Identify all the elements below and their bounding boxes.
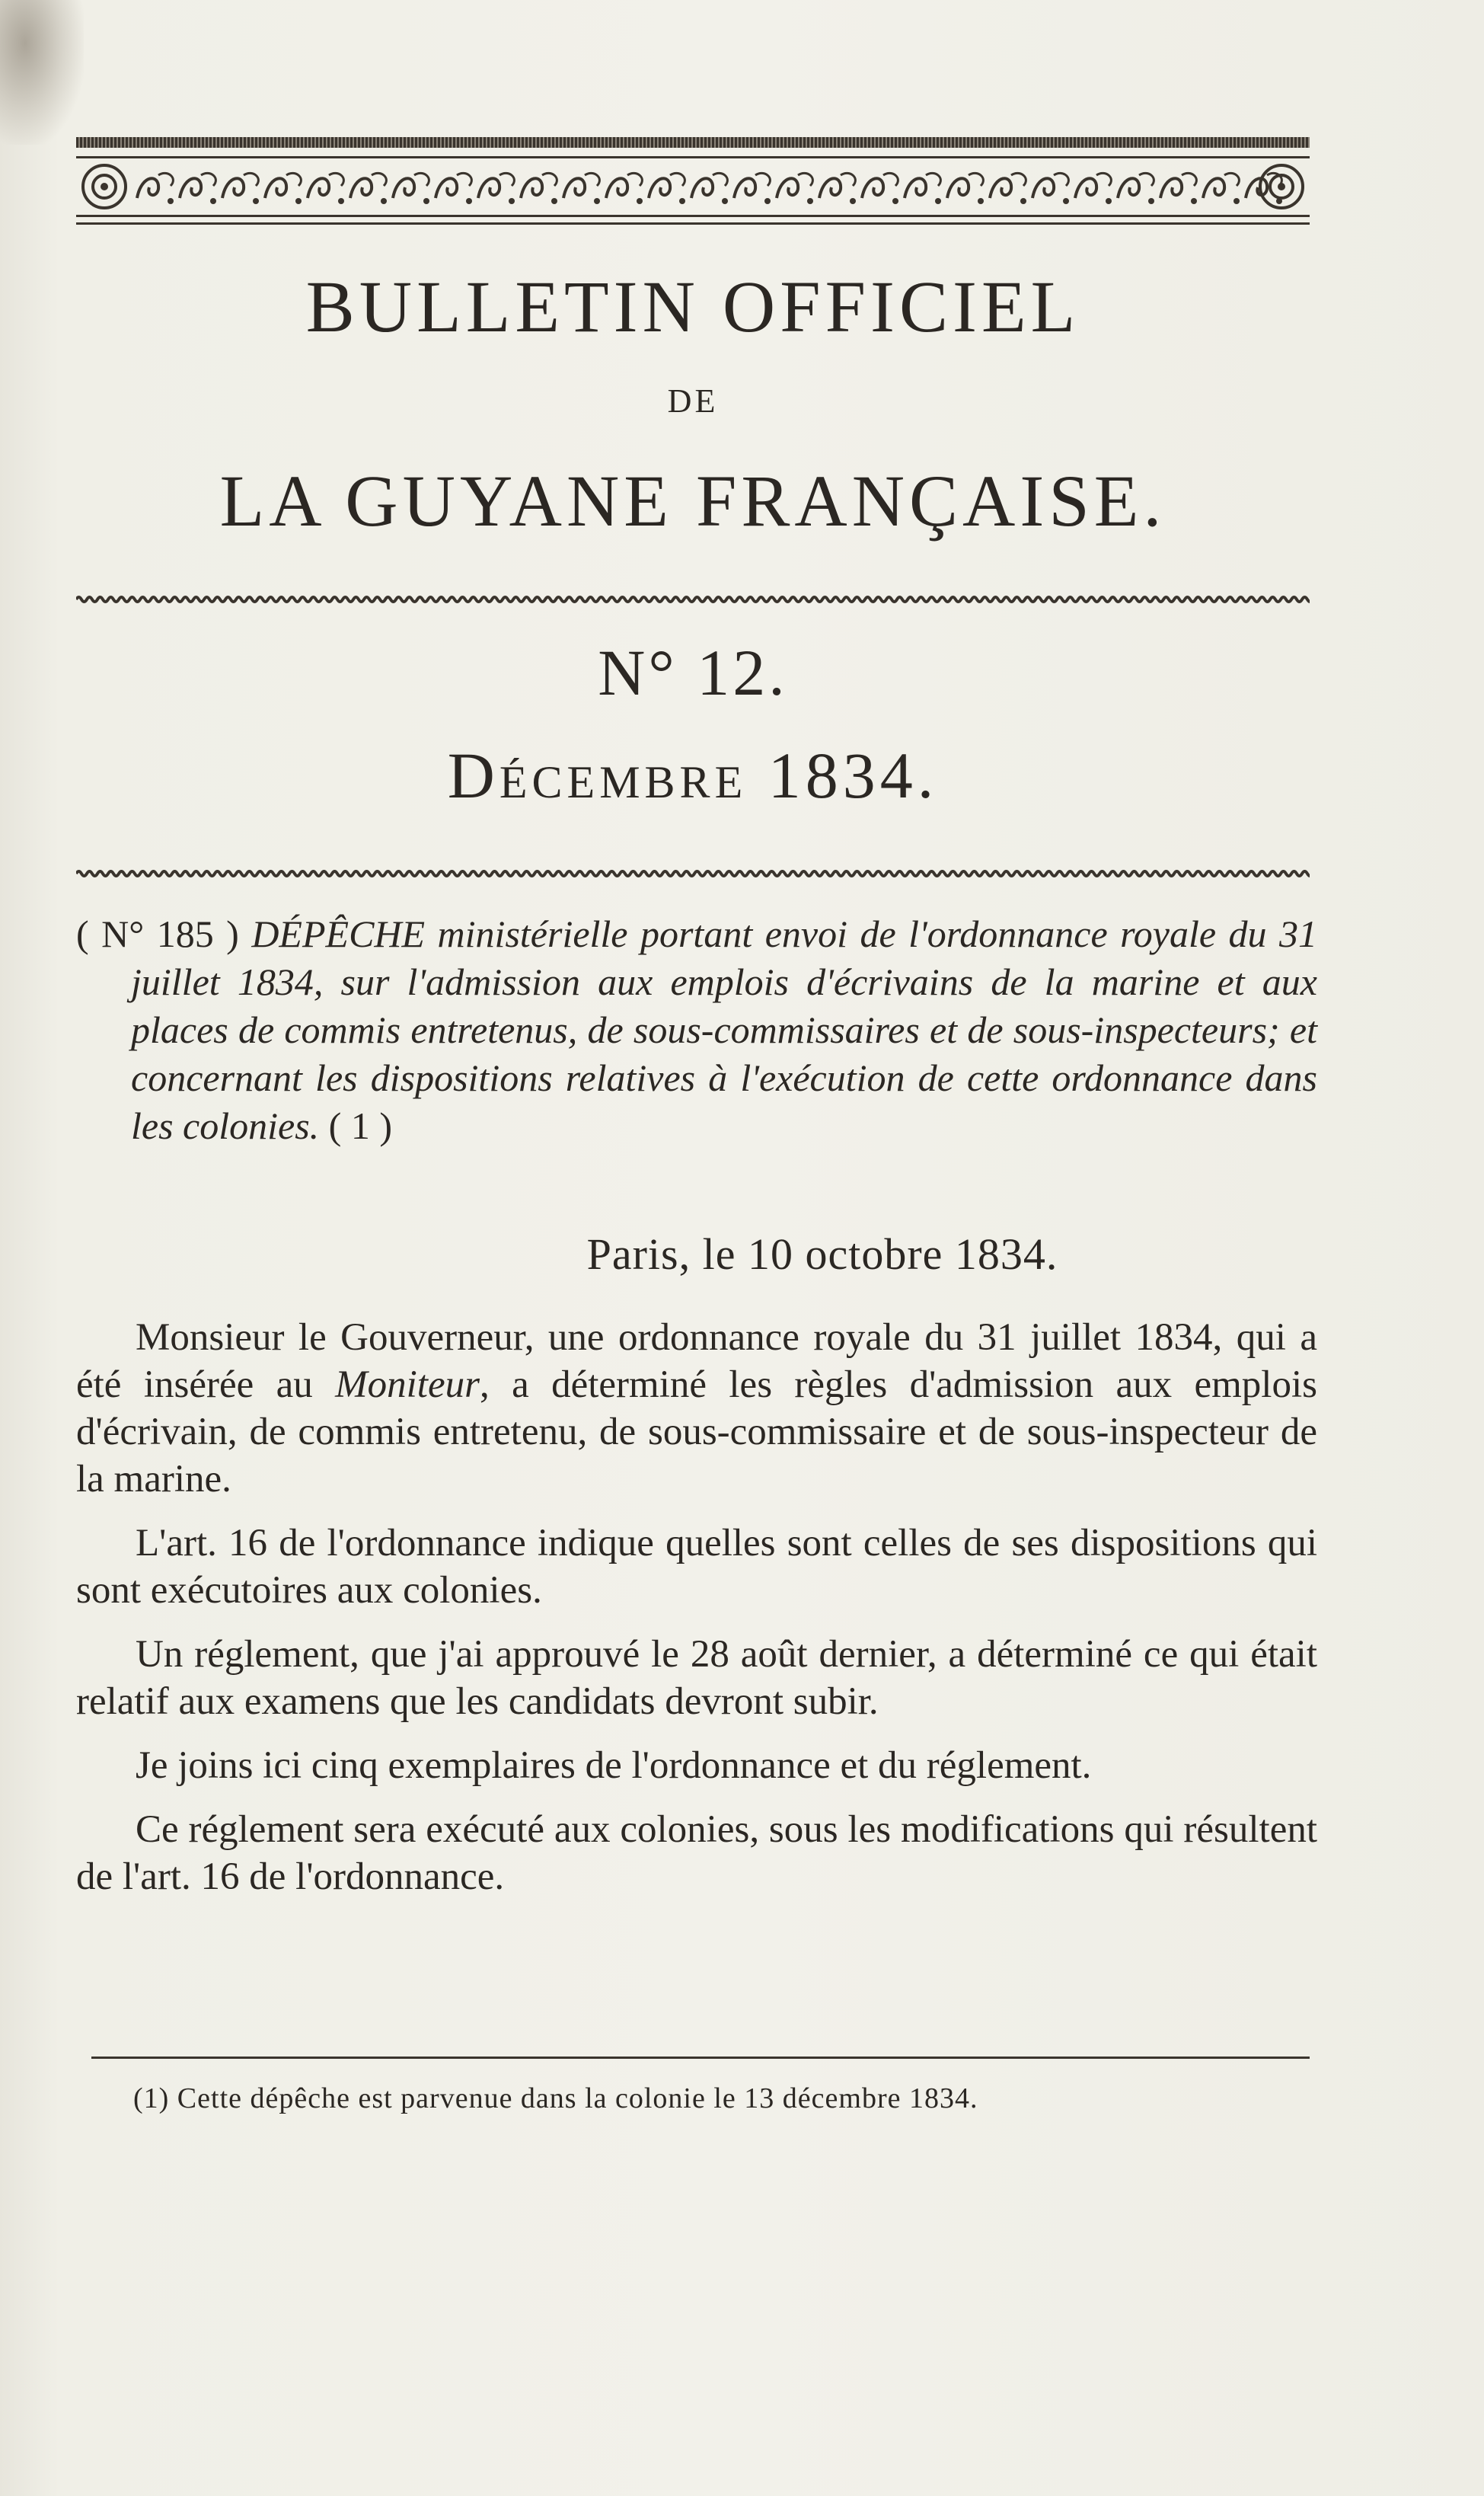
ornament-dot [210,198,216,204]
ornament-dot [295,198,302,204]
ornament-dot [978,198,984,204]
ornament-dot [1191,198,1197,204]
ornament-leaf [499,173,514,186]
ornament-leaf [1054,173,1068,186]
ornament-leaf [244,173,258,186]
ornament-dot [1063,198,1069,204]
ornament-dot [253,198,259,204]
paragraph-1 [76,1314,1317,1503]
ornament-dot [764,198,771,204]
ornament-scroll [521,178,542,198]
ornament-scroll [947,178,969,198]
paragraph-3: Un réglement, que j'ai approuvé le 28 août dernier, a déterminé ce qui était relatif aux examens que les candidats devront subir. [76,1633,1317,1723]
ornament-leaf [670,173,685,186]
ornament-dot [1020,198,1026,204]
ornament-scroll [606,178,627,198]
ornament-dot [850,198,856,204]
dispatch-heading-word: DÉPÊCHE [251,912,426,955]
page-stain [0,0,84,145]
ornament-scroll [1118,178,1139,198]
colony-title: LA GUYANE FRANÇAISE. [219,460,1166,542]
letter-body [76,1314,1317,1917]
ornament-scroll [734,178,755,198]
footnote: (1) Cette dépêche est parvenue dans la colonie le 13 décembre 1834. [133,2082,978,2114]
ornament-scroll [393,178,414,198]
ornament-dot [807,198,813,204]
dateline: Paris, le 10 octobre 1834. [586,1229,1058,1279]
paragraph-4: Je joins ici cinq exemplaires de l'ordonnance et du réglement. [136,1744,1092,1787]
ornament-dot [935,198,941,204]
wavy-divider-bottom [76,868,1310,879]
ornament-dot [722,198,728,204]
issue-year: 1834. [768,739,939,812]
ornament-leaf [372,173,386,186]
ornament-leaf [627,173,642,186]
ornament-dot [1233,198,1240,204]
ornament-dot [892,198,898,204]
ornament-scroll [478,178,499,198]
footnote-rule [91,2057,1310,2059]
ornament-scroll [563,178,585,198]
ornament-dot [594,198,600,204]
ornament-leaf [414,173,429,186]
ornament-leaf [542,173,557,186]
paragraph-5: Ce réglement sera exécuté aux colonies, sous les modifications qui résultent de l'art. 16 de l'ordonnance. [76,1808,1317,1898]
issue-month: Décembre [447,739,748,812]
ornament-dot [1148,198,1154,204]
ornament-dot [1276,198,1282,204]
ornament-scroll [222,178,244,198]
ornament-leaf [1139,173,1154,186]
footnote-reference: ( 1 ) [328,1104,392,1147]
ornament-leaf [755,173,770,186]
ornament-dot [466,198,472,204]
ornament-scroll [649,178,670,198]
ornament-scroll [1032,178,1054,198]
ornament-dot [423,198,429,204]
paragraph-1-end: , a déterminé les règles d'admission aux emplois d'écrivain, de commis entretenu, de sous-commissaire et de sous-inspecteur de la marine. [76,1363,1317,1500]
ornament-leaf [883,173,898,186]
ornament-leaf [969,173,983,186]
ornament-leaf [926,173,940,186]
ornament-leaf [1224,173,1239,186]
ornament-scroll [1203,178,1224,198]
ornament-dot [381,198,387,204]
ornament-scroll [819,178,841,198]
ornament-rosette-center [101,183,108,190]
paragraph-2: L'art. 16 de l'ordonnance indique quelles sont celles de ses dispositions qui sont exécutoires aux colonies. [76,1522,1317,1612]
ornament-leaf [1182,173,1196,186]
ornament-scroll [905,178,926,198]
ornament-leaf [841,173,855,186]
ornament-scroll [990,178,1011,198]
ornament-scroll [308,178,329,198]
ornament-dot [168,198,174,204]
ornament-scroll [180,178,201,198]
ornament-leaf [158,173,173,186]
title-connector: DE [667,382,719,420]
issue-date [76,739,1310,812]
ornament-dot [509,198,515,204]
ornament-leaf [286,173,301,186]
ornament-top-rule [76,137,1310,148]
ornament-scroll [265,178,286,198]
ornament-pattern [76,158,1310,215]
dispatch-summary: ministérielle portant envoi de l'ordonnance royale du 31 juillet 1834, sur l'admission aux emplois d'écrivains de la marine et aux places de commis entretenus, de sous-commissaires et de sous-inspecteurs; et concernant les dispositions relatives à l'exécution de cette ordonnance dans les colonies. [131,912,1318,1147]
newspaper-title: Moniteur [335,1363,480,1406]
paragraph-1-start: Monsieur le Gouverneur, une ordonnance royale du 31 juillet 1834, qui a été insérée au [76,1316,1317,1406]
ornament-scroll [1160,178,1182,198]
bulletin-title: BULLETIN OFFICIEL [305,266,1080,347]
ornament-scroll [1075,178,1096,198]
ornament-scroll [1246,178,1267,198]
ornament-leaf [1011,173,1026,186]
ornament-dot [1106,198,1112,204]
ornament-scroll [691,178,713,198]
ornament-dot [637,198,643,204]
ornament-band [76,156,1310,217]
ornament-dot [338,198,344,204]
ornament-scroll [862,178,883,198]
ornament-scroll [777,178,798,198]
dispatch-heading [76,910,1317,1150]
ornament-leaf [798,173,812,186]
ornament-leaf [713,173,727,186]
ornament-leaf [1096,173,1111,186]
ornament-scroll [137,178,158,198]
ornament-scroll [350,178,372,198]
ornament-leaf [585,173,599,186]
dispatch-number: ( N° 185 ) [76,912,239,955]
ornament-leaf [201,173,215,186]
ornament-leaf [457,173,471,186]
ornament-scroll [436,178,457,198]
ornament-bottom-rule [76,222,1310,225]
ornament-dot [551,198,557,204]
wavy-divider-top [76,594,1310,605]
ornament-dot [679,198,685,204]
issue-number: N° 12. [598,636,788,709]
ornament-leaf [329,173,343,186]
